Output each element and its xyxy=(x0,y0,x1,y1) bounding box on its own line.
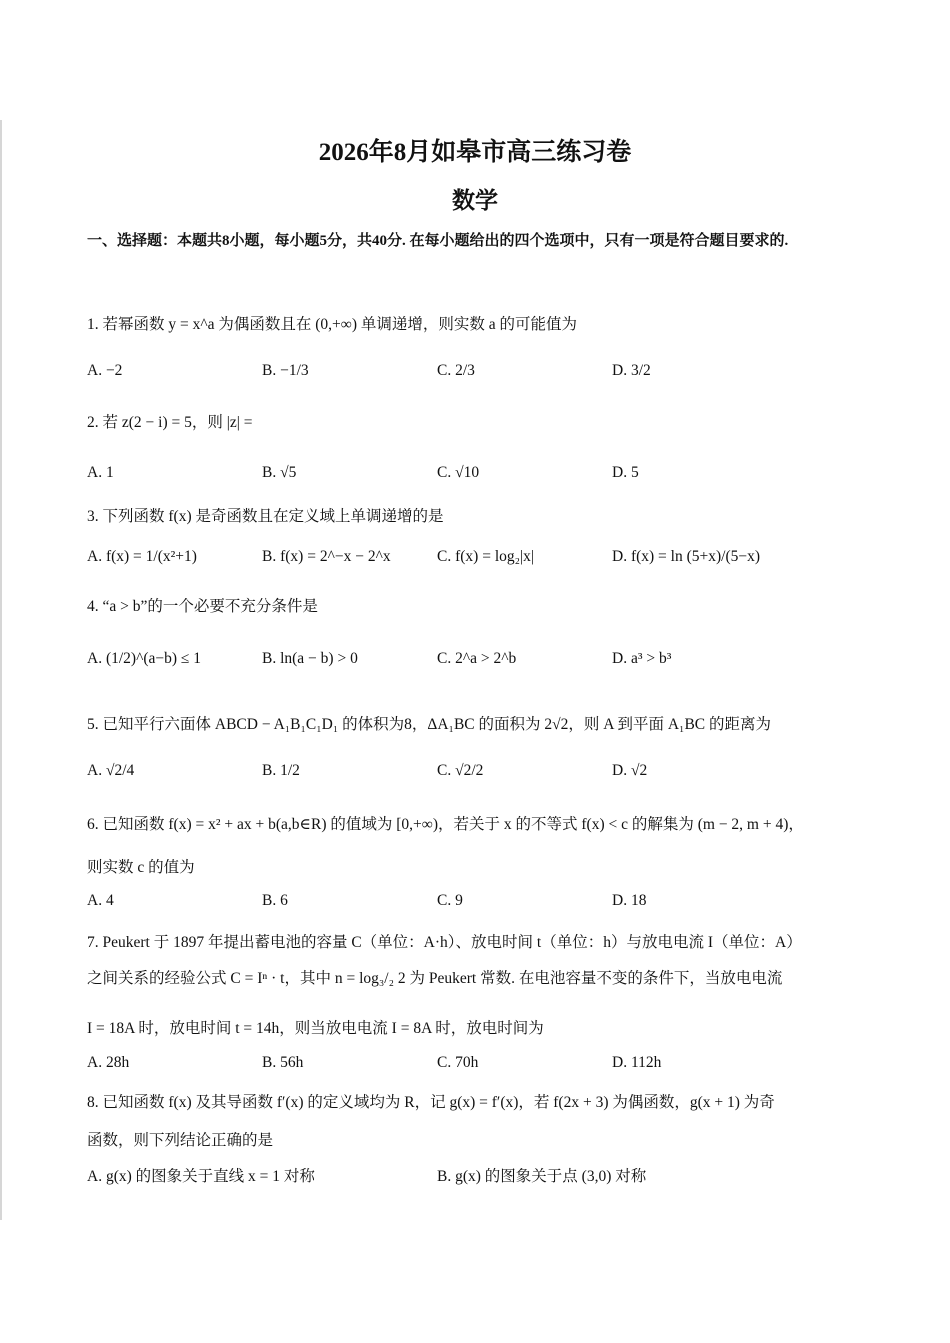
question-number: 5. xyxy=(87,716,99,733)
question-2-option-c[interactable]: C. √10 xyxy=(437,464,480,481)
question-number: 6. xyxy=(87,816,99,833)
page-edge-line xyxy=(0,120,2,1220)
question-4-option-c[interactable]: C. 2^a > 2^b xyxy=(437,650,517,667)
question-number: 7. xyxy=(87,934,99,951)
question-8-stem xyxy=(87,1090,775,1112)
question-5-stem xyxy=(87,712,771,734)
question-6-option-d[interactable]: D. 18 xyxy=(612,892,647,909)
question-number: 1. xyxy=(87,316,99,333)
question-7-stem xyxy=(87,930,802,952)
question-4-option-d[interactable]: D. a³ > b³ xyxy=(612,650,672,667)
question-text: 已知平行六面体 ABCD − A₁B₁C₁D₁ 的体积为8，ΔA₁BC 的面积为 2√2，则 A 到平面 A₁BC 的距离为 xyxy=(102,716,771,733)
question-text: 下列函数 f(x) 是奇函数且在定义域上单调递增的是 xyxy=(102,508,444,525)
question-5-option-a[interactable]: A. √2/4 xyxy=(87,762,135,779)
question-2-option-d[interactable]: D. 5 xyxy=(612,464,639,481)
question-text: 已知函数 f(x) 及其导函数 f′(x) 的定义域均为 R，记 g(x) = f′(x)，若 f(2x + 3) 为偶函数，g(x + 1) 为奇 xyxy=(102,1094,775,1111)
question-text: “a > b”的一个必要不充分条件是 xyxy=(102,598,318,615)
question-text: 若幂函数 y = x^a 为偶函数且在 (0,+∞) 单调递增，则实数 a 的可能值为 xyxy=(102,316,578,333)
question-8-stem-continued: 函数，则下列结论正确的是 xyxy=(87,1132,274,1149)
question-4-stem xyxy=(87,594,318,616)
question-6-option-a[interactable]: A. 4 xyxy=(87,892,114,909)
question-6-option-b[interactable]: B. 6 xyxy=(262,892,288,909)
question-2-stem xyxy=(87,410,252,432)
question-7-stem-line3: I = 18A 时，放电时间 t = 14h，则当放电电流 I = 8A 时，放电时间为 xyxy=(87,1020,544,1037)
question-number: 8. xyxy=(87,1094,99,1111)
question-3-option-c[interactable]: C. f(x) = log₂|x| xyxy=(437,548,534,565)
question-2-option-b[interactable]: B. √5 xyxy=(262,464,297,481)
question-5-option-c[interactable]: C. √2/2 xyxy=(437,762,484,779)
question-7-option-c[interactable]: C. 70h xyxy=(437,1054,479,1071)
question-text: 若 z(2 − i) = 5，则 |z| = xyxy=(102,414,253,431)
question-8-option-a[interactable]: A. g(x) 的图象关于直线 x = 1 对称 xyxy=(87,1168,315,1185)
question-4-option-a[interactable]: A. (1/2)^(a−b) ≤ 1 xyxy=(87,650,202,667)
question-number: 3. xyxy=(87,508,99,525)
question-3-option-d[interactable]: D. f(x) = ln (5+x)/(5−x) xyxy=(612,548,761,565)
question-3-option-a[interactable]: A. f(x) = 1/(x²+1) xyxy=(87,548,197,565)
question-6-stem-continued: 则实数 c 的值为 xyxy=(87,859,195,876)
question-number: 2. xyxy=(87,414,99,431)
question-1-option-d[interactable]: D. 3/2 xyxy=(612,362,651,379)
question-3-stem xyxy=(87,504,444,526)
question-8-option-b[interactable]: B. g(x) 的图象关于点 (3,0) 对称 xyxy=(437,1168,647,1185)
question-3-option-b[interactable]: B. f(x) = 2^−x − 2^x xyxy=(262,548,391,565)
question-7-stem-line2: 之间关系的经验公式 C = Iⁿ · t，其中 n = log₃/₂ 2 为 Peukert 常数. 在电池容量不变的条件下，当放电电流 xyxy=(87,970,783,987)
question-2-option-a[interactable]: A. 1 xyxy=(87,464,114,481)
question-4-option-b[interactable]: B. ln(a − b) > 0 xyxy=(262,650,358,667)
exam-subject: 数学 xyxy=(452,188,498,213)
question-7-option-b[interactable]: B. 56h xyxy=(262,1054,304,1071)
section-instructions: 一、选择题：本题共8小题，每小题5分，共40分. 在每小题给出的四个选项中，只有一项是符合题目要求的. xyxy=(87,233,789,249)
question-1-option-a[interactable]: A. −2 xyxy=(87,362,123,379)
exam-title: 2026年8月如皋市高三练习卷 xyxy=(318,139,632,166)
question-6-stem xyxy=(87,812,804,834)
question-number: 4. xyxy=(87,598,99,615)
question-1-option-b[interactable]: B. −1/3 xyxy=(262,362,309,379)
question-text: 已知函数 f(x) = x² + ax + b(a,b∈R) 的值域为 [0,+∞)，若关于 x 的不等式 f(x) < c 的解集为 (m − 2, m + 4)， xyxy=(102,816,804,833)
question-text: Peukert 于 1897 年提出蓄电池的容量 C（单位：A·h）、放电时间 t（单位：h）与放电电流 I（单位：A） xyxy=(102,934,802,951)
question-5-option-d[interactable]: D. √2 xyxy=(612,762,648,779)
question-1-option-c[interactable]: C. 2/3 xyxy=(437,362,475,379)
question-1-stem xyxy=(87,312,577,334)
question-7-option-a[interactable]: A. 28h xyxy=(87,1054,130,1071)
question-5-option-b[interactable]: B. 1/2 xyxy=(262,762,300,779)
question-7-option-d[interactable]: D. 112h xyxy=(612,1054,662,1071)
question-6-option-c[interactable]: C. 9 xyxy=(437,892,463,909)
